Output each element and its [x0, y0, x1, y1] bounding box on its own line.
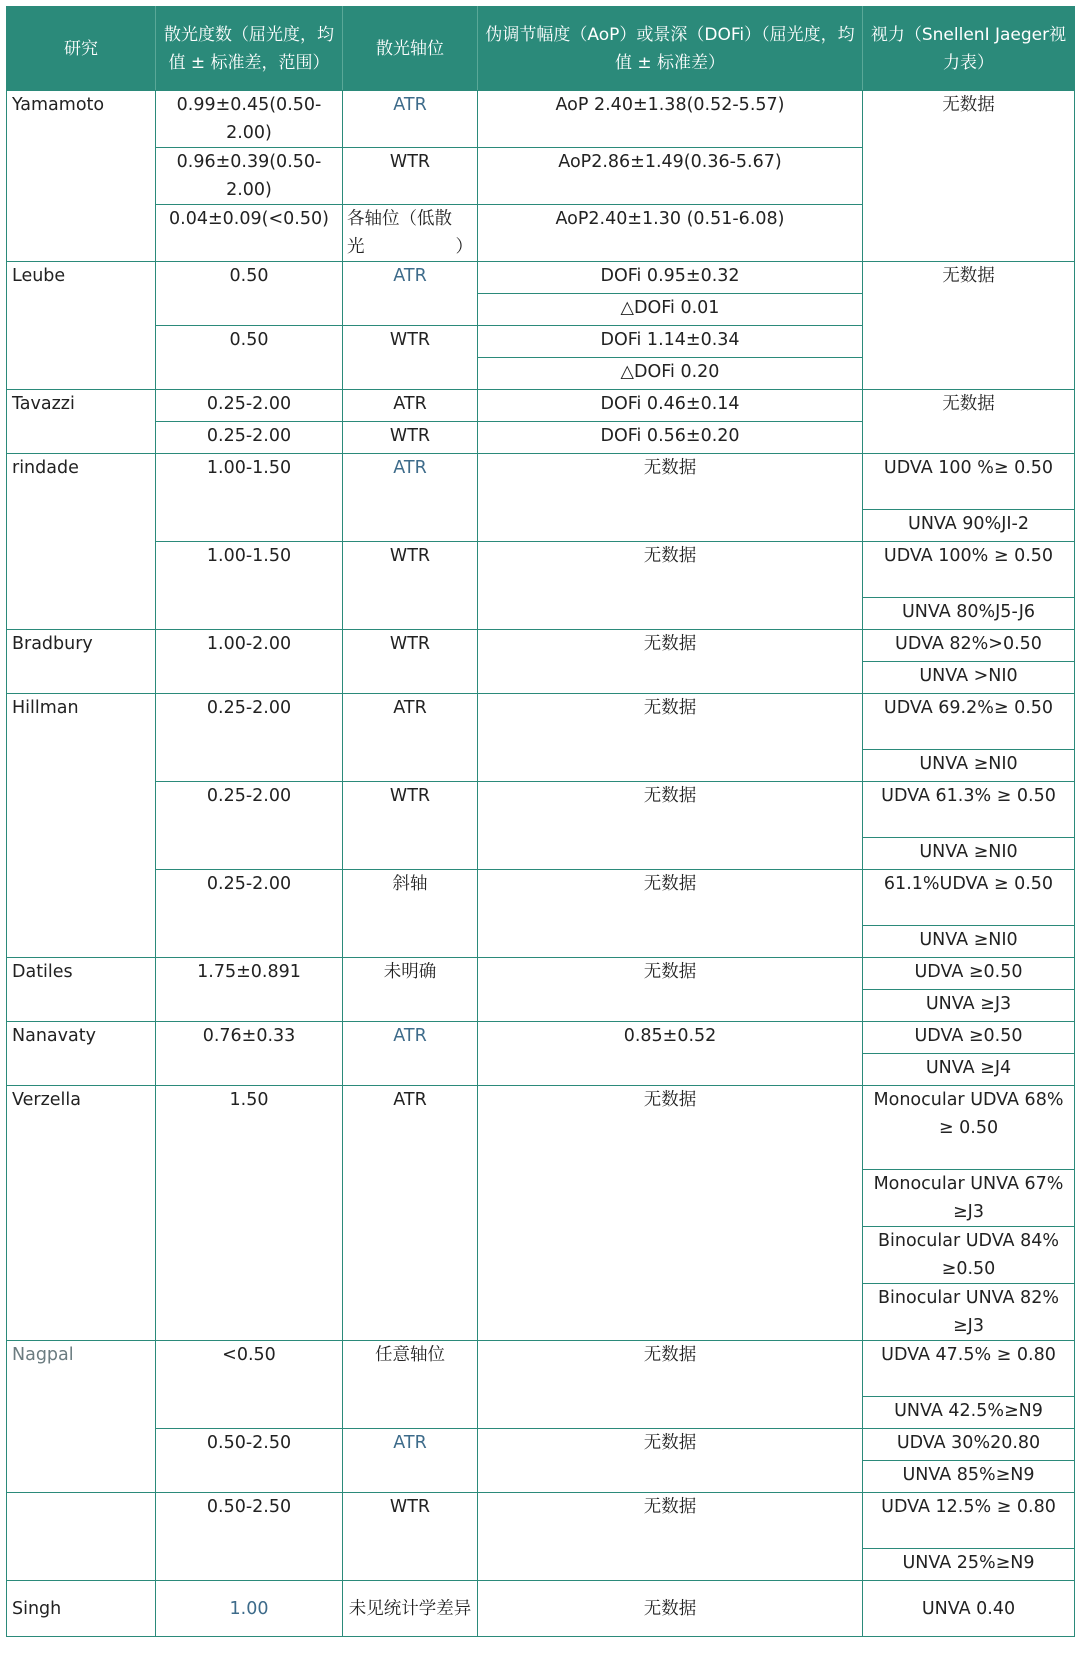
axis-cell: WTR	[343, 326, 478, 390]
va-cell: Monocular UDVA 68% ≥ 0.50	[863, 1086, 1075, 1170]
va-cell: UDVA 30%20.80	[863, 1429, 1075, 1461]
study-name: Datiles	[7, 958, 156, 1022]
aop-cell: 无数据	[478, 1581, 863, 1637]
table-row	[7, 542, 1075, 598]
power-cell: 1.50	[156, 1086, 343, 1341]
table-row	[7, 454, 1075, 510]
study-name: Verzella	[7, 1086, 156, 1341]
power-cell: <0.50	[156, 1341, 343, 1429]
va-cell: 61.1%UDVA ≥ 0.50	[863, 870, 1075, 926]
power-cell: 1.00	[156, 1581, 343, 1637]
aop-cell: 无数据	[478, 870, 863, 958]
axis-cell: ATR	[343, 454, 478, 542]
axis-cell: 未见统计学差异	[343, 1581, 478, 1637]
va-cell: UNVA 80%J5-J6	[863, 598, 1075, 630]
axis-cell: 各轴位（低散光）	[343, 205, 478, 262]
table-row	[7, 958, 1075, 990]
aop-cell: 无数据	[478, 1341, 863, 1429]
study-name: Leube	[7, 262, 156, 390]
study-name: Hillman	[7, 694, 156, 958]
axis-cell: WTR	[343, 148, 478, 205]
axis-cell: WTR	[343, 422, 478, 454]
header-axis: 散光轴位	[343, 7, 478, 91]
aop-cell: AoP 2.40±1.38(0.52-5.57)	[478, 91, 863, 148]
study-name: Nanavaty	[7, 1022, 156, 1086]
va-cell: UDVA 100 %≥ 0.50	[863, 454, 1075, 510]
table-row	[7, 390, 1075, 422]
va-cell: UDVA 61.3% ≥ 0.50	[863, 782, 1075, 838]
va-cell: UDVA 47.5% ≥ 0.80	[863, 1341, 1075, 1397]
study-table-container	[6, 6, 1074, 1637]
aop-cell: AoP2.86±1.49(0.36-5.67)	[478, 148, 863, 205]
axis-cell: ATR	[343, 1429, 478, 1493]
power-cell: 0.50-2.50	[156, 1493, 343, 1581]
aop-cell: △DOFi 0.20	[478, 358, 863, 390]
aop-cell: DOFi 0.56±0.20	[478, 422, 863, 454]
va-cell: UDVA 82%>0.50	[863, 630, 1075, 662]
table-row	[7, 1429, 1075, 1461]
study-name: Nagpal	[7, 1341, 156, 1493]
power-cell: 1.00-1.50	[156, 542, 343, 630]
study-name: rindade	[7, 454, 156, 630]
astigmatism-study-table	[6, 6, 1075, 1637]
va-cell: UNVA 0.40	[863, 1581, 1075, 1637]
axis-cell: ATR	[343, 694, 478, 782]
power-cell: 1.00-1.50	[156, 454, 343, 542]
axis-cell: ATR	[343, 91, 478, 148]
va-cell: UNVA 85%≥N9	[863, 1461, 1075, 1493]
table-row	[7, 870, 1075, 926]
power-cell: 0.50-2.50	[156, 1429, 343, 1493]
power-cell: 0.04±0.09(<0.50)	[156, 205, 343, 262]
va-cell: UNVA ≥NI0	[863, 750, 1075, 782]
aop-cell: 无数据	[478, 542, 863, 630]
table-row	[7, 1341, 1075, 1397]
power-cell: 1.00-2.00	[156, 630, 343, 694]
axis-cell: WTR	[343, 1493, 478, 1581]
power-cell: 1.75±0.891	[156, 958, 343, 1022]
power-cell: 0.76±0.33	[156, 1022, 343, 1086]
study-name-empty	[7, 1493, 156, 1581]
va-cell: UNVA ≥J3	[863, 990, 1075, 1022]
axis-cell: 斜轴	[343, 870, 478, 958]
va-cell: UNVA 25%≥N9	[863, 1549, 1075, 1581]
aop-cell: 0.85±0.52	[478, 1022, 863, 1086]
table-row	[7, 630, 1075, 662]
header-aop: 伪调节幅度（AoP）或景深（DOFi）（屈光度，均值 ± 标准差）	[478, 7, 863, 91]
power-cell: 0.50	[156, 262, 343, 326]
table-row	[7, 694, 1075, 750]
va-cell: 无数据	[863, 91, 1075, 262]
power-cell: 0.25-2.00	[156, 694, 343, 782]
header-study: 研究	[7, 7, 156, 91]
study-name: Yamamoto	[7, 91, 156, 262]
aop-cell: 无数据	[478, 958, 863, 1022]
aop-cell: DOFi 1.14±0.34	[478, 326, 863, 358]
va-cell: Binocular UDVA 84% ≥0.50	[863, 1227, 1075, 1284]
va-cell: 无数据	[863, 262, 1075, 390]
power-cell: 0.99±0.45(0.50-2.00)	[156, 91, 343, 148]
study-name: Tavazzi	[7, 390, 156, 454]
va-cell: UDVA 100% ≥ 0.50	[863, 542, 1075, 598]
aop-cell: 无数据	[478, 454, 863, 542]
aop-cell: DOFi 0.46±0.14	[478, 390, 863, 422]
table-row	[7, 262, 1075, 294]
study-name: Bradbury	[7, 630, 156, 694]
table-row	[7, 91, 1075, 148]
power-cell: 0.25-2.00	[156, 390, 343, 422]
aop-cell: DOFi 0.95±0.32	[478, 262, 863, 294]
power-cell: 0.25-2.00	[156, 422, 343, 454]
axis-cell: WTR	[343, 630, 478, 694]
table-row	[7, 1493, 1075, 1549]
axis-cell: ATR	[343, 390, 478, 422]
header-row	[7, 7, 1075, 91]
va-cell: Monocular UNVA 67% ≥J3	[863, 1170, 1075, 1227]
va-cell: Binocular UNVA 82% ≥J3	[863, 1284, 1075, 1341]
va-cell: UNVA ≥J4	[863, 1054, 1075, 1086]
va-cell: UNVA 42.5%≥N9	[863, 1397, 1075, 1429]
aop-cell: 无数据	[478, 694, 863, 782]
va-cell: UNVA ≥NI0	[863, 838, 1075, 870]
axis-cell: ATR	[343, 262, 478, 326]
aop-cell: △DOFi 0.01	[478, 294, 863, 326]
va-cell: UNVA ≥NI0	[863, 926, 1075, 958]
va-cell: UDVA 69.2%≥ 0.50	[863, 694, 1075, 750]
axis-cell: WTR	[343, 782, 478, 870]
va-cell: UDVA ≥0.50	[863, 1022, 1075, 1054]
power-cell: 0.96±0.39(0.50-2.00)	[156, 148, 343, 205]
table-row	[7, 1022, 1075, 1054]
aop-cell: 无数据	[478, 1493, 863, 1581]
header-va: 视力（SnellenI Jaeger视力表）	[863, 7, 1075, 91]
power-cell: 0.50	[156, 326, 343, 390]
va-cell: UNVA 90%JI-2	[863, 510, 1075, 542]
axis-cell: WTR	[343, 542, 478, 630]
power-cell: 0.25-2.00	[156, 870, 343, 958]
axis-cell: 未明确	[343, 958, 478, 1022]
va-cell: UDVA 12.5% ≥ 0.80	[863, 1493, 1075, 1549]
aop-cell: 无数据	[478, 782, 863, 870]
aop-cell: AoP2.40±1.30 (0.51-6.08)	[478, 205, 863, 262]
power-cell: 0.25-2.00	[156, 782, 343, 870]
axis-cell: ATR	[343, 1022, 478, 1086]
table-row	[7, 1581, 1075, 1637]
study-name: Singh	[7, 1581, 156, 1637]
aop-cell: 无数据	[478, 1086, 863, 1341]
axis-cell: 任意轴位	[343, 1341, 478, 1429]
va-cell: 无数据	[863, 390, 1075, 454]
table-row	[7, 1086, 1075, 1170]
table-row	[7, 782, 1075, 838]
header-power: 散光度数（屈光度，均值 ± 标准差，范围）	[156, 7, 343, 91]
va-cell: UDVA ≥0.50	[863, 958, 1075, 990]
axis-cell: ATR	[343, 1086, 478, 1341]
aop-cell: 无数据	[478, 630, 863, 694]
va-cell: UNVA >NI0	[863, 662, 1075, 694]
aop-cell: 无数据	[478, 1429, 863, 1493]
